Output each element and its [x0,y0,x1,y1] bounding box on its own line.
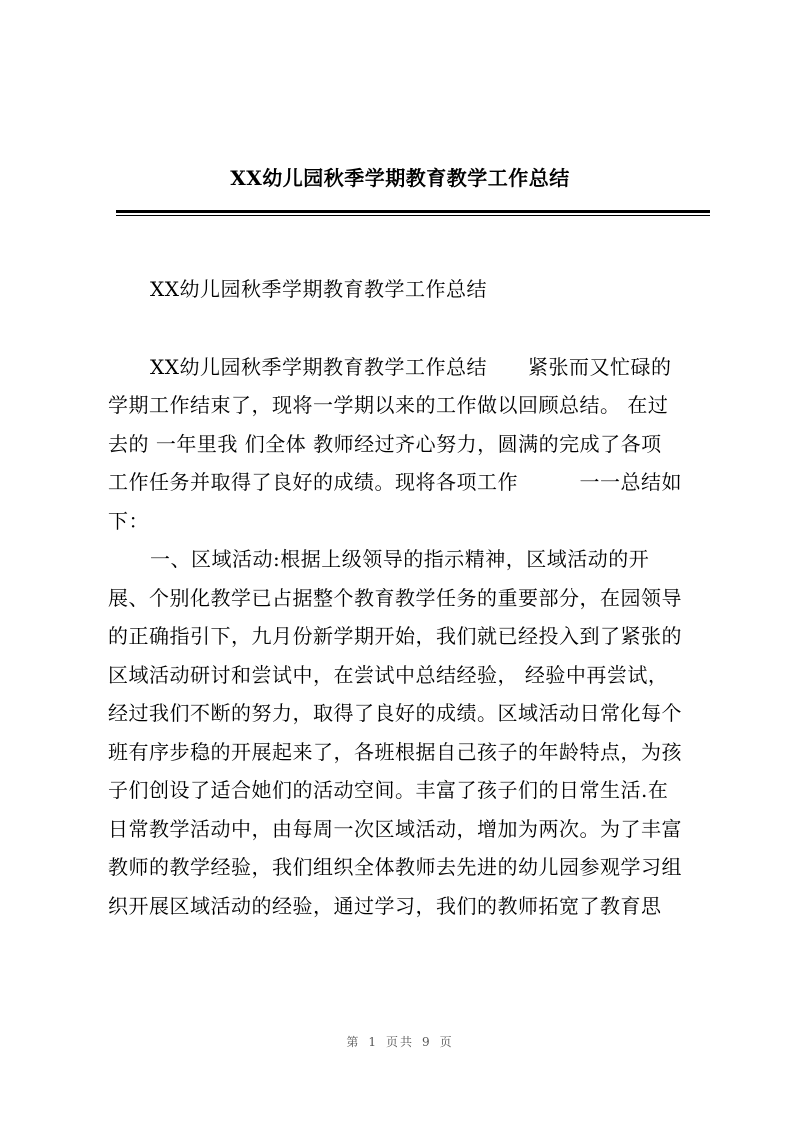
paragraph-regional-activities [108,540,698,925]
footer-suffix: 页 [439,1035,454,1049]
text-line: 教师的教学经验，我们组织全体教师去先进的幼儿园参观学习组 [108,855,682,879]
text-line: 日常教学活动中，由每周一次区域活动，增加为两次。为了丰富 [108,816,682,841]
text-line: 学期工作结束了，现将一学期以来的工作做以回顾总结。 在过 [108,393,669,417]
text-line: 班有序步稳的开展起来了，各班根据自己孩子的年龄特点，为孩 [108,739,682,764]
text-line: 子们创设了适合她们的活动空间。丰富了孩子们的日常生活.在 [108,778,669,802]
title-divider-thin [116,215,710,216]
paragraph-intro [108,348,698,541]
footer-middle: 页共 [385,1035,414,1049]
text-line: 去的 一年里我 们全体 教师经过齐心努力，圆满的完成了各项 [108,431,662,456]
text-line: 下： [108,508,149,533]
document-body [108,270,698,925]
document-subtitle: XX幼儿园秋季学期教育教学工作总结 [150,277,487,301]
text-line: 工作任务并取得了良好的成绩。现将各项工作 一一总结如 [108,470,682,494]
paragraph-spacer [108,309,698,348]
text-line: 的正确指引下，九月份新学期开始，我们就已经投入到了紧张的 [108,624,682,648]
text-line: 区域活动研讨和尝试中，在尝试中总结经验， 经验中再尝试， [108,662,669,687]
total-pages-number: 9 [422,1035,432,1049]
text-line: 经过我们不断的努力，取得了良好的成绩。区域活动日常化每个 [108,701,682,725]
current-page-number: 1 [368,1035,378,1049]
text-line: 织开展区域活动的经验，通过学习，我们的教师拓宽了教育思 [108,893,662,918]
text-line: XX幼儿园秋季学期教育教学工作总结 紧张而又忙碌的 [150,354,672,379]
page-footer [0,1033,800,1050]
page-title: XX幼儿园秋季学期教育教学工作总结 [230,166,570,190]
text-line: 一、区域活动:根据上级领导的指示精神，区域活动的开 [150,547,650,571]
text-line: 展、个别化教学已占据整个教育教学任务的重要部分，在园领导 [108,585,682,610]
footer-prefix: 第 [346,1035,361,1049]
title-divider [116,210,710,213]
